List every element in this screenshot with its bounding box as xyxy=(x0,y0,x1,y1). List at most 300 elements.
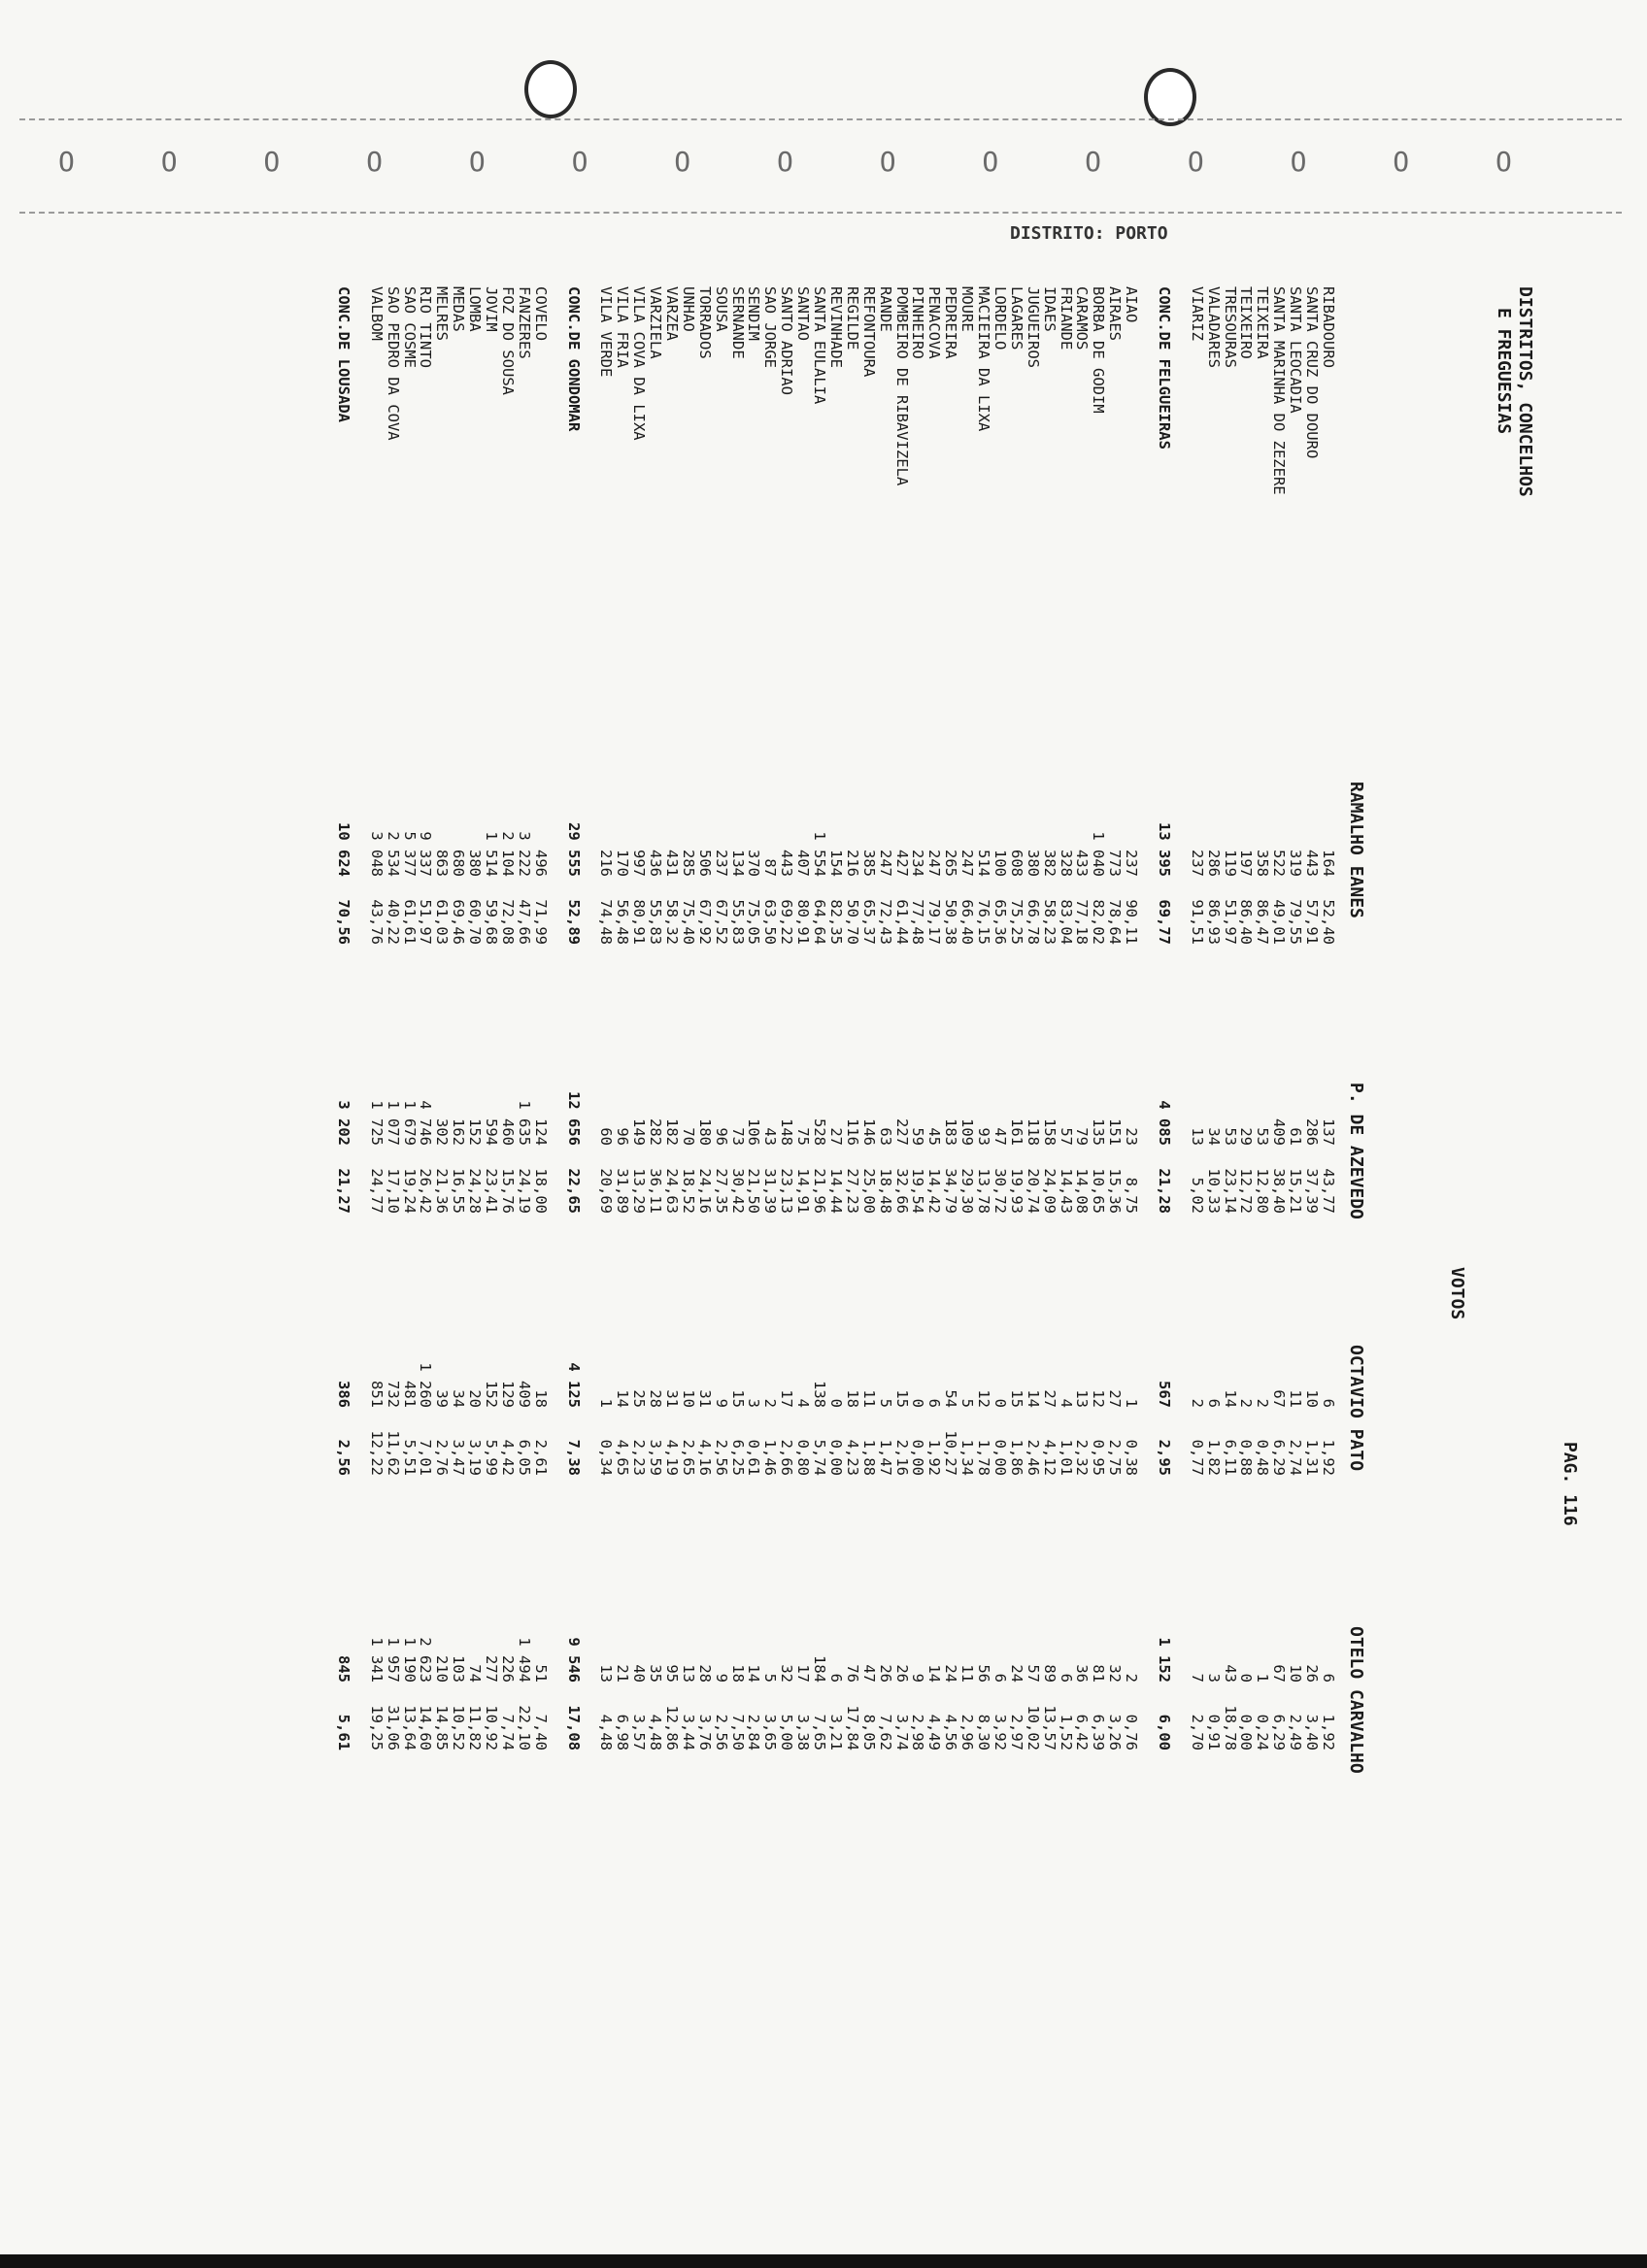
votes-cell: 35 xyxy=(647,1664,665,1683)
votes-cell: 59 xyxy=(909,1127,927,1146)
votes-cell: 9 xyxy=(712,1398,730,1408)
votes-cell: 528 xyxy=(811,1118,829,1146)
votes-cell: 14 xyxy=(1024,1389,1042,1408)
parish-name: LORDELO xyxy=(992,286,1009,350)
percent-cell: 83,04 xyxy=(1057,899,1075,945)
votes-cell: 4 746 xyxy=(417,1100,435,1146)
percent-cell: 18,52 xyxy=(679,1168,697,1214)
votes-cell: 182 xyxy=(663,1118,681,1146)
votes-cell: 29 555 xyxy=(564,822,583,877)
votes-cell: 522 xyxy=(1270,850,1289,877)
votes-cell: 6 xyxy=(925,1398,944,1408)
percent-cell: 10,33 xyxy=(1204,1168,1223,1214)
votes-cell: 237 xyxy=(712,850,730,877)
percent-cell: 15,21 xyxy=(1287,1168,1305,1214)
votes-cell: 0 xyxy=(1237,1673,1256,1683)
percent-cell: 13,29 xyxy=(630,1168,649,1214)
table-row xyxy=(500,248,516,1801)
parish-name: BORBA DE GODIM xyxy=(1090,286,1108,414)
percent-cell: 10,92 xyxy=(483,1705,501,1751)
percent-cell: 2,56 xyxy=(712,1439,730,1476)
parish-name: CONC.DE FELGUEIRAS xyxy=(1156,286,1173,450)
votes-cell: 95 xyxy=(663,1664,681,1683)
district-header-2: E FREGUESIAS xyxy=(1494,308,1514,435)
perforation-line xyxy=(19,212,1622,214)
votes-cell: 407 xyxy=(794,850,813,877)
votes-cell: 74 xyxy=(466,1664,485,1683)
percent-cell: 12,72 xyxy=(1237,1168,1256,1214)
votes-cell: 216 xyxy=(843,850,861,877)
percent-cell: 14,85 xyxy=(433,1705,452,1751)
percent-cell: 11,82 xyxy=(466,1705,485,1751)
percent-cell: 5,00 xyxy=(778,1714,796,1751)
votes-cell: 21 xyxy=(614,1664,632,1683)
votes-cell: 27 xyxy=(1040,1389,1059,1408)
parish-name: SERNANDE xyxy=(728,286,747,359)
votes-cell: 9 xyxy=(909,1673,927,1683)
votes-cell: 286 xyxy=(1204,850,1223,877)
votes-cell: 11 xyxy=(1287,1389,1305,1408)
votes-cell: 23 xyxy=(1123,1127,1141,1146)
parish-name: PENACOVA xyxy=(925,286,944,359)
percent-cell: 14,08 xyxy=(1073,1168,1092,1214)
percent-cell: 3,65 xyxy=(761,1714,780,1751)
votes-cell: 6 xyxy=(1320,1398,1337,1408)
percent-cell: 2,56 xyxy=(712,1714,730,1751)
votes-cell: 380 xyxy=(1024,850,1042,877)
percent-cell: 4,16 xyxy=(695,1439,714,1476)
table-row xyxy=(1042,248,1058,1801)
parish-name: VALADARES xyxy=(1204,286,1223,368)
votes-cell: 436 xyxy=(647,850,665,877)
percent-cell: 30,42 xyxy=(728,1168,747,1214)
votes-cell: 118 xyxy=(1024,1118,1042,1146)
percent-cell: 5,61 xyxy=(335,1714,353,1751)
parish-name: SAO COSME xyxy=(400,286,419,368)
votes-cell: 76 xyxy=(843,1664,861,1683)
votes-cell: 184 xyxy=(811,1655,829,1683)
percent-cell: 2,23 xyxy=(630,1439,649,1476)
table-row xyxy=(369,248,385,1801)
table-row xyxy=(1321,248,1336,1801)
votes-cell: 1 040 xyxy=(1090,831,1108,877)
percent-cell: 2,75 xyxy=(1106,1439,1125,1476)
table-row xyxy=(779,248,794,1801)
percent-cell: 31,39 xyxy=(761,1168,780,1214)
percent-cell: 13,78 xyxy=(975,1168,993,1214)
votes-cell: 45 xyxy=(925,1127,944,1146)
parish-name: SENDIM xyxy=(745,286,763,341)
percent-cell: 19,93 xyxy=(1007,1168,1025,1214)
percent-cell: 29,30 xyxy=(958,1168,977,1214)
table-row xyxy=(730,248,746,1801)
sprocket-holes: O O O O O O O O O O O O O O O xyxy=(58,146,1547,178)
parish-name: FOZ DO SOUSA xyxy=(499,286,517,395)
votes-cell: 370 xyxy=(745,850,763,877)
percent-cell: 3,76 xyxy=(695,1714,714,1751)
percent-cell: 23,41 xyxy=(483,1168,501,1214)
votes-cell: 265 xyxy=(942,850,960,877)
votes-cell: 247 xyxy=(958,850,977,877)
top-left-label: DISTRITO: PORTO xyxy=(1010,223,1168,244)
votes-cell: 57 xyxy=(1057,1127,1075,1146)
percent-cell: 65,36 xyxy=(992,899,1009,945)
parish-name: REGILDE xyxy=(843,286,861,350)
parish-name: VIARIZ xyxy=(1188,286,1206,341)
percent-cell: 12,86 xyxy=(663,1705,681,1751)
percent-cell: 15,76 xyxy=(499,1168,517,1214)
table-row xyxy=(911,248,926,1801)
votes-cell: 109 xyxy=(958,1118,977,1146)
votes-cell: 3 222 xyxy=(515,831,533,877)
percent-cell: 3,26 xyxy=(1106,1714,1125,1751)
votes-cell: 431 xyxy=(663,850,681,877)
votes-cell: 43 xyxy=(1221,1664,1239,1683)
votes-cell: 164 xyxy=(1320,850,1337,877)
percent-cell: 0,24 xyxy=(1254,1714,1272,1751)
percent-cell: 1,47 xyxy=(876,1439,894,1476)
votes-cell: 32 xyxy=(778,1664,796,1683)
votes-cell: 10 xyxy=(679,1389,697,1408)
votes-cell: 481 xyxy=(400,1381,419,1408)
percent-cell: 12,22 xyxy=(367,1430,386,1476)
percent-cell: 1,46 xyxy=(761,1439,780,1476)
votes-cell: 34 xyxy=(1204,1127,1223,1146)
votes-cell: 70 xyxy=(679,1127,697,1146)
percent-cell: 2,95 xyxy=(1156,1439,1173,1476)
percent-cell: 1,31 xyxy=(1303,1439,1322,1476)
votes-cell: 138 xyxy=(811,1381,829,1408)
votes-cell: 5 xyxy=(761,1673,780,1683)
parish-name: UNHAO xyxy=(679,286,697,332)
percent-cell: 16,55 xyxy=(450,1168,468,1214)
percent-cell: 55,83 xyxy=(728,899,747,945)
percent-cell: 55,83 xyxy=(647,899,665,945)
percent-cell: 2,65 xyxy=(679,1439,697,1476)
votes-cell: 3 202 xyxy=(335,1100,353,1146)
table-row xyxy=(533,248,549,1801)
votes-cell: 116 xyxy=(843,1118,861,1146)
votes-cell: 13 xyxy=(679,1664,697,1683)
votes-cell: 2 xyxy=(1237,1398,1256,1408)
parish-name: LOMBA xyxy=(466,286,485,332)
parish-name: REFONTOURA xyxy=(859,286,878,378)
votes-cell: 14 xyxy=(614,1389,632,1408)
table-row xyxy=(631,248,647,1801)
candidate-header: OTELO CARVALHO xyxy=(1346,1626,1366,1774)
votes-cell: 20 xyxy=(466,1389,485,1408)
votes-cell: 6 xyxy=(1057,1673,1075,1683)
votes-cell: 1 341 xyxy=(367,1637,386,1683)
percent-cell: 77,18 xyxy=(1073,899,1092,945)
percent-cell: 2,98 xyxy=(909,1714,927,1751)
percent-cell: 4,42 xyxy=(499,1439,517,1476)
votes-cell: 7 xyxy=(1188,1673,1206,1683)
rotated-table xyxy=(50,248,1594,2015)
votes-cell: 25 xyxy=(630,1389,649,1408)
percent-cell: 8,30 xyxy=(975,1714,993,1751)
percent-cell: 56,48 xyxy=(614,899,632,945)
percent-cell: 86,47 xyxy=(1254,899,1272,945)
table-row xyxy=(812,248,827,1801)
table-row xyxy=(878,248,893,1801)
percent-cell: 21,50 xyxy=(745,1168,763,1214)
parish-name: TEIXEIRO xyxy=(1237,286,1256,359)
percent-cell: 12,80 xyxy=(1254,1168,1272,1214)
percent-cell: 13,57 xyxy=(1040,1705,1059,1751)
percent-cell: 20,69 xyxy=(597,1168,616,1214)
votes-cell: 1 494 xyxy=(515,1637,533,1683)
percent-cell: 43,77 xyxy=(1320,1168,1337,1214)
percent-cell: 1,52 xyxy=(1057,1714,1075,1751)
percent-cell: 36,11 xyxy=(647,1168,665,1214)
percent-cell: 3,38 xyxy=(794,1714,813,1751)
votes-cell: 81 xyxy=(1090,1664,1108,1683)
parish-name: FANZERES xyxy=(515,286,533,359)
percent-cell: 18,48 xyxy=(876,1168,894,1214)
percent-cell: 57,91 xyxy=(1303,899,1322,945)
percent-cell: 65,37 xyxy=(859,899,878,945)
votes-cell: 36 xyxy=(1073,1664,1092,1683)
votes-cell: 26 xyxy=(892,1664,911,1683)
table-row xyxy=(1025,248,1041,1801)
votes-cell: 514 xyxy=(975,850,993,877)
percent-cell: 19,24 xyxy=(400,1168,419,1214)
percent-cell: 3,74 xyxy=(892,1714,911,1751)
table-row xyxy=(1140,248,1156,1801)
votes-cell: 11 xyxy=(859,1389,878,1408)
votes-cell: 89 xyxy=(1040,1664,1059,1683)
percent-cell: 1,92 xyxy=(1320,1439,1337,1476)
votes-cell: 27 xyxy=(1106,1389,1125,1408)
percent-cell: 10,02 xyxy=(1024,1705,1042,1751)
percent-cell: 22,10 xyxy=(515,1705,533,1751)
votes-cell: 5 xyxy=(876,1398,894,1408)
votes-cell: 18 xyxy=(728,1664,747,1683)
page-number: PAG. 116 xyxy=(1560,1442,1580,1526)
votes-cell: 9 xyxy=(712,1673,730,1683)
percent-cell: 77,48 xyxy=(909,899,927,945)
parish-name: COVELO xyxy=(531,286,550,341)
percent-cell: 5,51 xyxy=(400,1439,419,1476)
percent-cell: 21,27 xyxy=(335,1168,353,1214)
votes-cell: 39 xyxy=(433,1389,452,1408)
parish-name: POMBEIRO DE RIBAVIZELA xyxy=(892,286,911,486)
votes-cell: 15 xyxy=(1007,1389,1025,1408)
votes-cell: 285 xyxy=(679,850,697,877)
votes-cell: 567 xyxy=(1156,1381,1173,1408)
percent-cell: 2,66 xyxy=(778,1439,796,1476)
votes-cell: 1 554 xyxy=(811,831,829,877)
percent-cell: 0,00 xyxy=(1237,1714,1256,1751)
percent-cell: 24,28 xyxy=(466,1168,485,1214)
table-row xyxy=(1107,248,1123,1801)
parish-name: REVINHADE xyxy=(827,286,845,368)
percent-cell: 69,77 xyxy=(1156,899,1173,945)
table-row xyxy=(467,248,483,1801)
percent-cell: 75,25 xyxy=(1007,899,1025,945)
votes-cell: 9 337 xyxy=(417,831,435,877)
percent-cell: 6,39 xyxy=(1090,1714,1108,1751)
table-row xyxy=(795,248,811,1801)
votes-cell: 103 xyxy=(450,1655,468,1683)
percent-cell: 66,40 xyxy=(958,899,977,945)
percent-cell: 69,22 xyxy=(778,899,796,945)
votes-cell: 96 xyxy=(712,1127,730,1146)
votes-cell: 146 xyxy=(859,1118,878,1146)
votes-cell: 47 xyxy=(859,1664,878,1683)
table-row xyxy=(992,248,1008,1801)
votes-cell: 158 xyxy=(1040,1118,1059,1146)
percent-cell: 24,63 xyxy=(663,1168,681,1214)
table-row xyxy=(434,248,450,1801)
percent-cell: 2,70 xyxy=(1188,1714,1206,1751)
percent-cell: 0,80 xyxy=(794,1439,813,1476)
votes-cell: 100 xyxy=(992,850,1009,877)
parish-name: VILA FRIA xyxy=(614,286,632,368)
percent-cell: 67,92 xyxy=(695,899,714,945)
votes-cell: 1 260 xyxy=(417,1362,435,1408)
votes-cell: 443 xyxy=(1303,850,1322,877)
votes-cell: 10 624 xyxy=(335,822,353,877)
votes-cell: 358 xyxy=(1254,850,1272,877)
table-row xyxy=(1009,248,1025,1801)
parish-name: JUGUEIROS xyxy=(1024,286,1042,368)
votes-cell: 61 xyxy=(1287,1127,1305,1146)
votes-cell: 997 xyxy=(630,850,649,877)
percent-cell: 61,61 xyxy=(400,899,419,945)
votes-cell: 386 xyxy=(335,1381,353,1408)
percent-cell: 43,76 xyxy=(367,899,386,945)
percent-cell: 2,46 xyxy=(1024,1439,1042,1476)
percent-cell: 74,48 xyxy=(597,899,616,945)
percent-cell: 27,23 xyxy=(843,1168,861,1214)
subtotal-row xyxy=(1157,248,1172,1801)
votes-cell: 14 xyxy=(745,1664,763,1683)
candidate-header: RAMALHO EANES xyxy=(1346,782,1366,918)
percent-cell: 3,57 xyxy=(630,1714,649,1751)
percent-cell: 21,28 xyxy=(1156,1168,1173,1214)
parish-name: IDAES xyxy=(1040,286,1059,332)
votes-cell: 24 xyxy=(942,1664,960,1683)
percent-cell: 69,46 xyxy=(450,899,468,945)
parish-name: TRESOURAS xyxy=(1221,286,1239,368)
votes-cell: 460 xyxy=(499,1118,517,1146)
votes-cell: 29 xyxy=(1237,1127,1256,1146)
votes-cell: 210 xyxy=(433,1655,452,1683)
votes-cell: 6 xyxy=(1204,1398,1223,1408)
percent-cell: 24,77 xyxy=(367,1168,386,1214)
percent-cell: 4,49 xyxy=(925,1714,944,1751)
percent-cell: 7,40 xyxy=(531,1714,550,1751)
votes-cell: 1 077 xyxy=(384,1100,402,1146)
votes-cell: 237 xyxy=(1188,850,1206,877)
votes-cell: 234 xyxy=(909,850,927,877)
percent-cell: 72,43 xyxy=(876,899,894,945)
percent-cell: 32,66 xyxy=(892,1168,911,1214)
percent-cell: 63,50 xyxy=(761,899,780,945)
table-row xyxy=(697,248,713,1801)
table-row xyxy=(1091,248,1106,1801)
votes-cell: 12 xyxy=(1090,1389,1108,1408)
votes-cell: 60 xyxy=(597,1127,616,1146)
votes-cell: 863 xyxy=(433,850,452,877)
percent-cell: 72,08 xyxy=(499,899,517,945)
percent-cell: 3,92 xyxy=(992,1714,1009,1751)
percent-cell: 2,74 xyxy=(1287,1439,1305,1476)
percent-cell: 50,38 xyxy=(942,899,960,945)
votes-cell: 9 546 xyxy=(564,1637,583,1683)
percent-cell: 25,00 xyxy=(859,1168,878,1214)
percent-cell: 6,98 xyxy=(614,1714,632,1751)
votes-cell: 75 xyxy=(794,1127,813,1146)
table-row xyxy=(959,248,975,1801)
percent-cell: 21,36 xyxy=(433,1168,452,1214)
percent-cell: 0,48 xyxy=(1254,1439,1272,1476)
votes-cell: 17 xyxy=(778,1389,796,1408)
percent-cell: 38,40 xyxy=(1270,1168,1289,1214)
percent-cell: 4,48 xyxy=(647,1714,665,1751)
table-row xyxy=(762,248,778,1801)
votes-cell: 10 xyxy=(1303,1389,1322,1408)
votes-cell: 129 xyxy=(499,1381,517,1408)
votes-cell: 1 190 xyxy=(400,1637,419,1683)
parish-name: VILA COVA DA LIXA xyxy=(630,286,649,441)
table-row xyxy=(648,248,663,1801)
percent-cell: 23,14 xyxy=(1221,1168,1239,1214)
percent-cell: 64,64 xyxy=(811,899,829,945)
votes-cell: 227 xyxy=(892,1118,911,1146)
votes-cell: 1 xyxy=(597,1398,616,1408)
votes-cell: 732 xyxy=(384,1381,402,1408)
parish-name: VALBOM xyxy=(367,286,386,341)
votes-cell: 27 xyxy=(827,1127,845,1146)
parish-name: VARZIELA xyxy=(647,286,665,359)
votes-cell: 11 xyxy=(958,1664,977,1683)
percent-cell: 31,06 xyxy=(384,1705,402,1751)
percent-cell: 80,91 xyxy=(794,899,813,945)
percent-cell: 75,40 xyxy=(679,899,697,945)
votes-cell: 3 xyxy=(1204,1673,1223,1683)
votes-cell: 40 xyxy=(630,1664,649,1683)
percent-cell: 8,75 xyxy=(1123,1177,1141,1214)
percent-cell: 4,65 xyxy=(614,1439,632,1476)
percent-cell: 6,11 xyxy=(1221,1439,1239,1476)
parish-name: SAO JORGE xyxy=(761,286,780,368)
votes-cell: 67 xyxy=(1270,1389,1289,1408)
percent-cell: 7,50 xyxy=(728,1714,747,1751)
percent-cell: 4,19 xyxy=(663,1439,681,1476)
votes-cell: 328 xyxy=(1057,850,1075,877)
votes-cell: 56 xyxy=(975,1664,993,1683)
percent-cell: 82,02 xyxy=(1090,899,1108,945)
district-header: DISTRITOS, CONCELHOS xyxy=(1515,286,1535,497)
percent-cell: 70,56 xyxy=(335,899,353,945)
votes-cell: 161 xyxy=(1007,1118,1025,1146)
votes-cell: 409 xyxy=(1270,1118,1289,1146)
votes-cell: 152 xyxy=(483,1381,501,1408)
votes-cell: 12 656 xyxy=(564,1091,583,1146)
parish-name: CONC.DE LOUSADA xyxy=(335,286,353,422)
percent-cell: 6,42 xyxy=(1073,1714,1092,1751)
percent-cell: 0,95 xyxy=(1090,1439,1108,1476)
votes-cell: 443 xyxy=(778,850,796,877)
percent-cell: 1,92 xyxy=(925,1439,944,1476)
table-row xyxy=(1173,248,1189,1801)
votes-cell: 282 xyxy=(647,1118,665,1146)
votes-cell: 851 xyxy=(367,1381,386,1408)
percent-cell: 58,23 xyxy=(1040,899,1059,945)
